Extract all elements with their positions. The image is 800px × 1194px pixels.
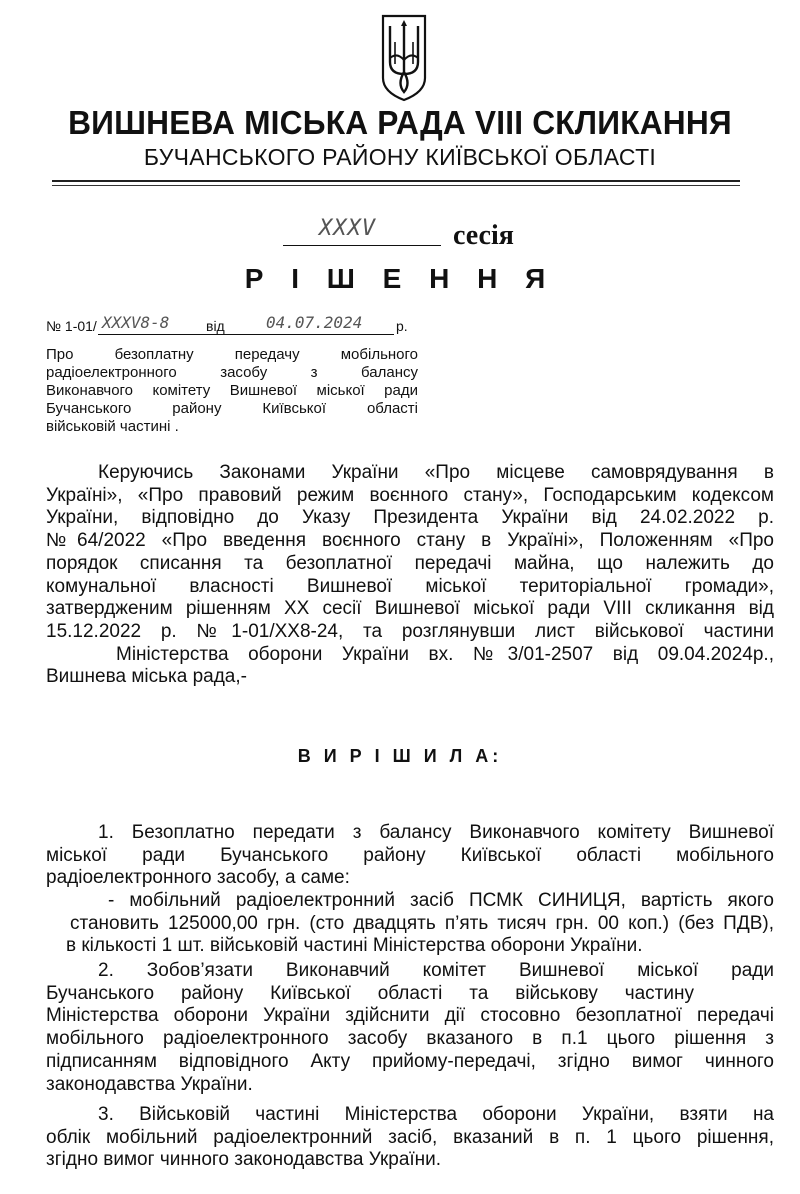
item-1-detail	[46, 890, 774, 958]
preamble-line: Керуючись Законами України «Про місцеве самоврядування в	[98, 462, 774, 483]
item-2	[46, 960, 774, 1096]
decision-number: XXXV8-8	[102, 313, 170, 332]
preamble-line: Міністерства оборони України вх. №3/01-2507 від 09.04.2024р.,	[116, 643, 774, 665]
item-line: Бучанського району Київської області та військову частину	[46, 982, 694, 1004]
item-line: міської ради Бучанського району Київської області мобільного	[46, 844, 774, 866]
date-suffix: р.	[396, 318, 408, 334]
item-line: радіоелектронного засобу, а саме:	[46, 867, 350, 889]
preamble-line: порядок списання та безоплатної передачі майна, що належить до	[46, 552, 774, 574]
item-line: згідно вимог чинного законодавства України.	[46, 1149, 442, 1171]
item-line: облік мобільний радіоелектронний засіб, вказаний в п. 1 цього рішення,	[46, 1126, 774, 1148]
item-line: Міністерства оборони України здійснити дії стосовно безоплатної передачі	[46, 1005, 774, 1027]
session-label: сесія	[453, 220, 514, 251]
district-name: БУЧАНСЬКОГО РАЙОНУ КИЇВСЬКОЇ ОБЛАСТІ	[143, 144, 657, 170]
subject-line: Виконавчого комітету Вишневої міської ради	[46, 382, 418, 399]
date-label: від	[206, 318, 225, 334]
header-divider	[52, 180, 740, 182]
item-line: 2. Зобов’язати Виконавчий комітет Вишневої міської ради	[98, 960, 774, 981]
preamble	[46, 462, 774, 689]
decision-number-prefix: № 1-01/	[46, 318, 97, 334]
decision-date-underline	[232, 334, 394, 335]
decision-title: Р І Ш Е Н Н Я	[244, 263, 556, 294]
item-3	[46, 1104, 774, 1172]
preamble-line: 15.12.2022 р. №1-01/XX8-24, та розглянувши лист військової частини	[46, 620, 774, 642]
preamble-line: комунальної власності Вишневої міської територіальної громади»,	[46, 575, 774, 597]
preamble-line: Україні», «Про правовий режим воєнного стану», Господарським кодексом	[46, 484, 774, 506]
subject-line: Про безоплатну передачу мобільного	[46, 346, 418, 363]
decision-number-underline	[98, 334, 240, 335]
decision-date: 04.07.2024	[266, 313, 363, 332]
council-name: ВИШНЕВА МІСЬКА РАДА VIII СКЛИКАННЯ	[68, 104, 732, 141]
item-line: 3. Військовій частині Міністерства оборони України, взяти на	[98, 1104, 774, 1125]
session-number: XXXV	[319, 216, 376, 241]
subject-line: радіоелектронного засобу з балансу	[46, 364, 418, 381]
item-line: законодавства України.	[46, 1073, 253, 1095]
subject-line: військовій частині .	[46, 418, 179, 435]
trident-icon	[379, 12, 429, 102]
preamble-line: №64/2022 «Про введення воєнного стану в Україні», Положенням «Про	[46, 530, 774, 552]
preamble-line: України, відповідно до Указу Президента України від 24.02.2022 р.	[46, 507, 774, 529]
resolved-title: В И Р І Ш И Л А:	[297, 746, 503, 766]
decision-subject	[46, 346, 418, 436]
item-line: в кількості 1 шт. військовій частині Міністерства оборони України.	[66, 935, 643, 957]
item-line: мобільного радіоелектронного засобу вказаного в п.1 цього рішення з	[46, 1028, 774, 1050]
subject-line: Бучанського району Київської області	[46, 400, 418, 417]
header-divider-thin	[52, 185, 740, 186]
item-line: становить 125000,00 грн. (сто двадцять п’ять тисяч грн. 00 коп.) (без ПДВ),	[70, 912, 774, 934]
item-1	[46, 822, 774, 890]
item-line: підписанням відповідного Акту прийому-передачі, згідно вимог чинного	[46, 1050, 774, 1072]
session-underline	[283, 245, 441, 246]
preamble-line: Вишнева міська рада,-	[46, 666, 247, 688]
preamble-line: затвердженим рішенням XX сесії Вишневої міської ради VIII скликання від	[46, 598, 774, 620]
item-line: 1. Безоплатно передати з балансу Виконавчого комітету Вишневої	[98, 822, 774, 843]
item-line: - мобільний радіоелектронний засіб ПСМК СИНИЦЯ, вартість якого	[108, 890, 774, 911]
decision-number-line	[46, 315, 446, 339]
